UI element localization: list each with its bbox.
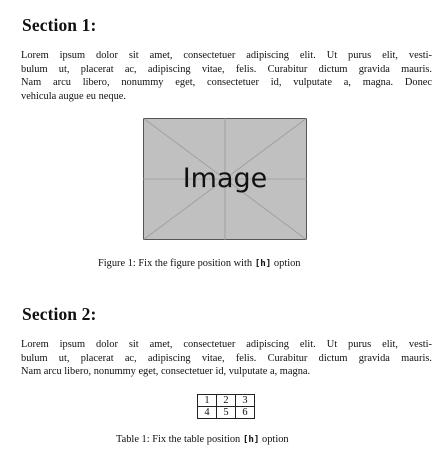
caption-text: option: [271, 258, 301, 269]
caption-code: [h]: [254, 258, 272, 269]
paragraph-line: Lorem ipsum dolor sit amet, consectetuer adipiscing elit. Ut purus elit, vesti-: [21, 50, 432, 61]
figure-1-image-placeholder: [143, 118, 307, 240]
paragraph-line: bulum ut, placerat ac, adipiscing vitae, felis. Curabitur dictum gravida mauris.: [21, 352, 432, 364]
table-row: [198, 395, 255, 407]
paragraph-line: Nam arcu libero, nonummy eget, consectetuer id, vulputate a, magna. Donec: [21, 77, 432, 89]
section-1-paragraph: [21, 49, 432, 103]
section-1-title: Section 1:: [22, 15, 97, 35]
table-cell: 6: [236, 407, 255, 419]
table-cell: 5: [217, 407, 236, 419]
table-cell: 4: [198, 407, 217, 419]
section-2-title: Section 2:: [22, 304, 97, 324]
table-1: [197, 394, 255, 419]
table-1-caption: [116, 434, 289, 445]
section-2-paragraph: [21, 338, 432, 379]
paragraph-line: Lorem ipsum dolor sit amet, consectetuer adipiscing elit. Ut purus elit, vesti-: [21, 339, 432, 350]
caption-text: Table 1: Fix the table position: [116, 434, 243, 445]
figure-1-caption: [98, 258, 300, 269]
caption-code: [h]: [242, 434, 260, 445]
paragraph-line: bulum ut, placerat ac, adipiscing vitae, felis. Curabitur dictum gravida mauris.: [21, 63, 432, 75]
table-cell: 1: [198, 395, 217, 407]
table-cell: 2: [217, 395, 236, 407]
paragraph-line: vehicula augue eu neque.: [21, 90, 127, 102]
paragraph-line: Nam arcu libero, nonummy eget, consectetuer id, vulputate a, magna.: [21, 366, 311, 378]
placeholder-label: Image: [182, 163, 268, 194]
image-placeholder-graphic: [143, 118, 307, 240]
caption-text: option: [259, 434, 289, 445]
table-cell: 3: [236, 395, 255, 407]
table-row: [198, 407, 255, 419]
caption-text: Figure 1: Fix the figure position with: [98, 258, 255, 269]
